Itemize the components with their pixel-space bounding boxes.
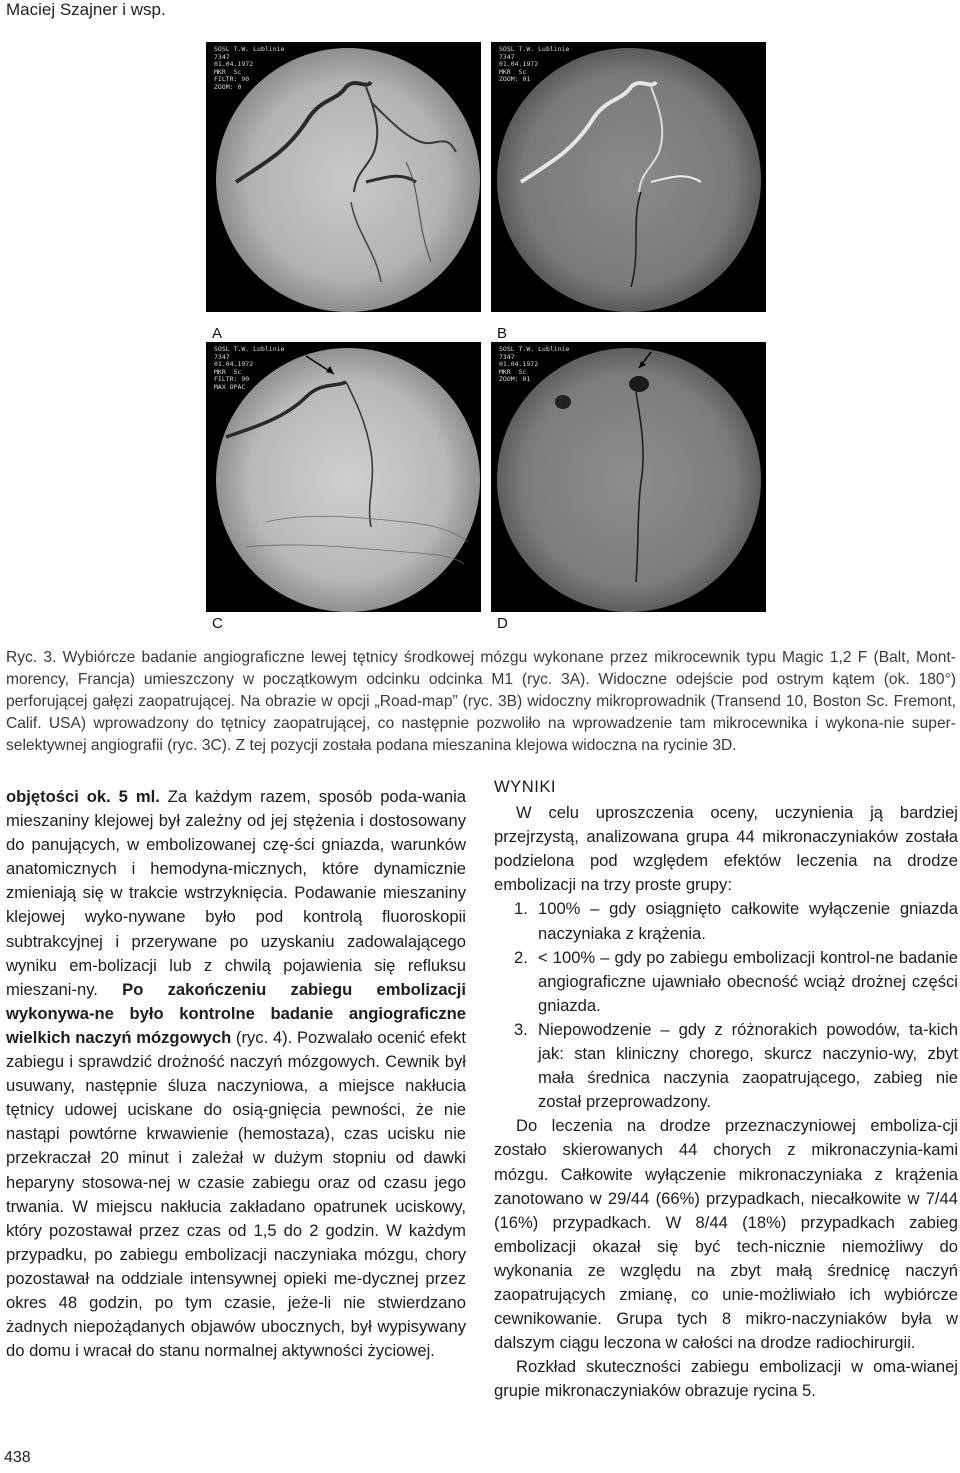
list-item-text: 100% – gdy osiągnięto całkowite wyłączenie gniazda naczyniaka z krążenia. [538,899,958,943]
scan-overlay-a: SOSL T.W. Lublinie 7347 01.04.1972 MKR Sc FILTR: 90 ZOOM: 0 [214,45,285,91]
panel-label-c: C [212,615,223,632]
results-paragraph-3: Rozkład skuteczności zabiegu embolizacji w oma-wianej grupie mikronaczyniaków obrazuje rycina 5. [494,1357,958,1401]
list-item [494,946,958,1018]
scan-overlay-d: SOSL T.W. Lublinie 7347 01.04.1972 MKR Sc ZOOM: 01 [499,345,570,383]
bold-lead-phrase: objętości ok. 5 ml. [6,787,160,806]
angiography-figure [206,42,766,632]
angiogram-image-a [206,42,481,312]
list-item [494,897,958,945]
list-item-number: 2. [514,947,528,967]
figure-panel-a [206,42,481,342]
figure-panel-d [491,342,766,632]
right-text-column [494,775,958,1403]
scan-overlay-b: SOSL T.W. Lublinie 7347 01.04.1972 MKR Sc ZOOM: 01 [499,45,570,83]
figure-caption [6,647,956,757]
left-text-column [6,785,466,1363]
page-number: 438 [4,1449,31,1466]
outcome-groups-list [494,897,958,1114]
section-heading-wyniki: WYNIKI [494,777,557,796]
panel-label-b: B [497,325,508,342]
list-item [494,1018,958,1114]
results-paragraph-2: Do leczenia na drodze przeznaczyniowej emboliza-cji zostało skierowanych 44 chorych z mikronaczynia-kami mózgu. Całkowite wyłączenie mikronaczyniaka z krążenia zanotowano w 29/44 (66%) przypadkach, niecałkowite w 7/44 (16%) przypadkach. W 8/44 (18%) przypadkach zabieg embolizacji okazał się być tech-nicznie niemożliwy do wykonania ze względu na zbyt małą średnicę naczyń zaopatrujących zmianę, co unie-możliwiało ich wybiórcze cewnikowanie. Grupa tych 8 mikro-naczyniaków była w dalszym ciągu leczona w całości na drodze radiochirurgii. [494,1116,958,1353]
angiogram-image-c [206,342,481,612]
list-item-text: < 100% – gdy po zabiegu embolizacji kontrol-ne badanie angiograficzne ujawniało obecność wciąż drożnej części gniazda. [538,947,958,1015]
figure-caption-text: Ryc. 3. Wybiórcze badanie angiograficzne lewej tętnicy środkowej mózgu wykonane przez mikrocewnik typu Magic 1,2 F (Balt, Mont-morency, Francja) umieszczony w początkowym odcinku odcinka M1 (ryc. 3A). Widoczne odejście pod ostrym kątem (ok. 180°) perforującej gałęzi zaopatrującej. Na obrazie w opcji „Road-map” (ryc. 3B) widoczny mikroprowadnik (Transend 10, Boston Sc. Fremont, Calif. USA) wprowadzony do tętnicy zaopatrującej, co następnie pozwoliło na wprowadzenie tam mikrocewnika i wykona-nie super-selektywnej angiografii (ryc. 3C). Z tej pozycji została podana mieszanina klejowa widoczna na rycinie 3D. [6,649,956,754]
list-item-number: 1. [514,899,528,919]
running-head: Maciej Szajner i wsp. [6,0,166,19]
angiogram-image-d [491,342,766,612]
panel-label-a: A [212,325,223,342]
angiogram-image-b [491,42,766,312]
list-item-text: Niepowodzenie – gdy z różnorakich powodów, ta-kich jak: stan kliniczny chorego, skurcz naczynio-wy, zbyt mała średnica naczynia zaopatrującego, zabieg nie został przeprowadzony. [538,1019,958,1112]
bold-emphasis-phrase: Po zakończeniu zabiegu embolizacji wykonywa-ne było kontrolne badanie angiograficzne wielkich naczyń mózgowych [6,979,466,1047]
left-paragraph [6,785,466,1363]
scan-overlay-c: SOSL T.W. Lublinie 7347 01.04.1972 MKR Sc FILTR: 90 MAX OPAC [214,345,285,391]
results-intro-paragraph: W celu uproszczenia oceny, uczynienia ją bardziej przejrzystą, analizowana grupa 44 mikronaczyniaków została podzielona pod względem efektów leczenia na drodze embolizacji na trzy proste grupy: [494,803,958,895]
panel-label-d: D [497,615,508,632]
figure-panel-b [491,42,766,342]
figure-panel-c [206,342,481,632]
left-text-segment-2: (ryc. 4). Pozwalało ocenić efekt zabiegu i sprawdzić drożność naczyń mózgowych. Cewnik był usuwany, następnie śluza naczyniowa, a miejsce nakłucia tętnicy udowej uciskane do osią-gnięcia pewności, że nie nastąpi powtórne krwawienie (hemostaza), czas ucisku nie przekraczał 20 minut i zależał w dużym stopniu od dawki heparyny stosowa-nej w czasie zabiegu oraz od czasu jego trwania. W miejscu nakłucia zakładano opatrunek uciskowy, który pozostawał przez czas od 1,5 do 2 godzin. W każdym przypadku, po zabiegu embolizacji naczyniaka mózgu, chory pozostawał na oddziale intensywnej opieki me-dycznej przez okres 48 godzin, po tym czasie, jeże-li nie stwierdzano żadnych niepożądanych objawów ubocznych, był wypisywany do domu i wracał do stanu normalnej aktywności życiowej. [6,1027,467,1361]
list-item-number: 3. [514,1019,528,1039]
left-text-segment-1: Za każdym razem, sposób poda-wania mieszaniny klejowej był zależny od jej stężenia i dostosowany do panujących, w embolizowanej czę-ści gniazda, warunków anatomicznych i hemodyna-micznych, które dynamicznie zmieniają się w trakcie wstrzyknięcia. Podawanie mieszaniny klejowej wyko-nywane było pod kontrolą fluoroskopii subtrakcyjnej i przerywane po uzyskaniu zadowalającego wyniku em-bolizacji lub z chwilą pojawienia się refluksu mieszani-ny. [6,787,466,999]
